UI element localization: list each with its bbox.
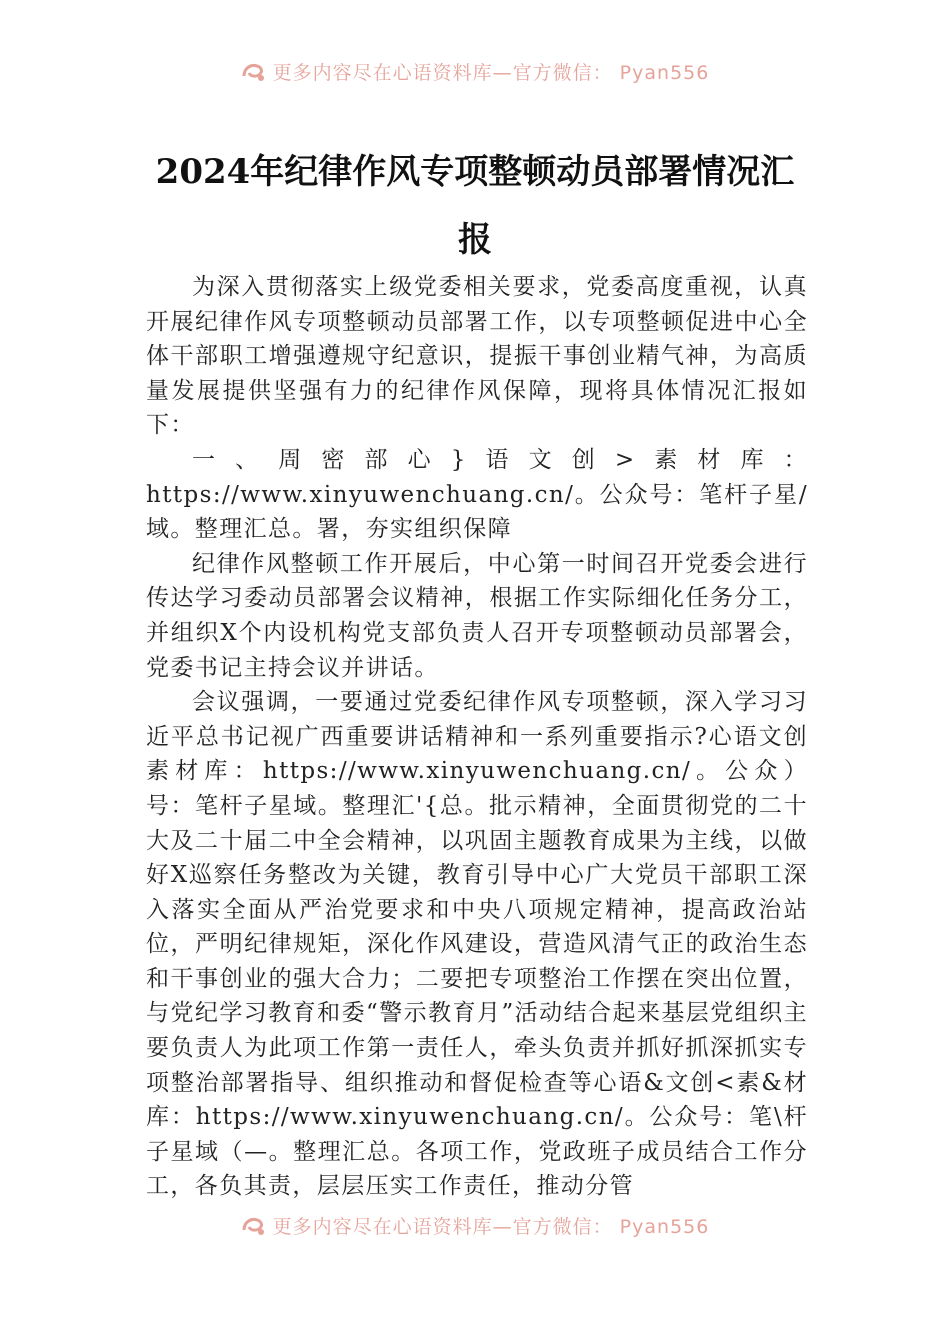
watermark-text: 更多内容尽在心语资料库—官方微信： Pyan556 [272, 61, 710, 84]
logo-icon [241, 60, 267, 82]
page-title: 2024年纪律作风专项整顿动员部署情况汇 [155, 152, 795, 192]
paragraph: 一、周密部心}语文创>素材库：https://www.xinyuwenchuang.cn/。公众号：笔杆子星/域。整理汇总。署，夯实组织保障 [146, 446, 808, 543]
logo-icon [241, 1214, 267, 1236]
paragraph: 纪律作风整顿工作开展后，中心第一时间召开党委会进行传达学习委动员部署会议精神，根据工作实际细化任务分工，并组织X个内设机构党支部负责人召开专项整顿动员部署会，党委书记主持会议并讲话。 [146, 550, 808, 681]
page-title-continued: 报 [458, 220, 492, 260]
footer-watermark [0, 1210, 950, 1240]
paragraph: 会议强调，一要通过党委纪律作风专项整顿，深入学习习近平总书记视广西重要讲话精神和一系列重要指示?心语文创素材库：https://www.xinyuwenchuang.cn/。公众）号：笔杆子星域。整理汇'{总。批示精神，全面贯彻党的二十大及二十届二中全会精神，以巩固主题教育成果为主线，以做好X巡察任务整改为关键，教育引导中心广大党员干部职工深入落实全面从严治党要求和中央八项规定精神，提高政治站位，严明纪律规矩，深化作风建设，营造风清气正的政治生态和干事创业的强大合力；二要把专项整治工作摆在突出位置，与党纪学习教育和委“警示教育月”活动结合起来基层党组织主要负责人为此项工作第一责任人，牵头负责并抓好抓深抓实专项整治部署指导、组织推动和督促检查等心语&文创<素&材库：https://www.xinyuwenchuang.cn/。公众号：笔\杆子星域（—。整理汇总。各项工作，党政班子成员结合工作分工，各负其责，层层压实工作责任，推动分管 [146, 689, 808, 1200]
document-body [146, 270, 808, 1204]
header-watermark [0, 56, 950, 86]
watermark-text: 更多内容尽在心语资料库—官方微信： Pyan556 [272, 1215, 710, 1238]
paragraph: 为深入贯彻落实上级党委相关要求，党委高度重视，认真开展纪律作风专项整顿动员部署工作，以专项整顿促进中心全体干部职工增强遵规守纪意识，提振干事创业精气神，为高质量发展提供坚强有力的纪律作风保障，现将具体情况汇报如下： [146, 274, 808, 439]
